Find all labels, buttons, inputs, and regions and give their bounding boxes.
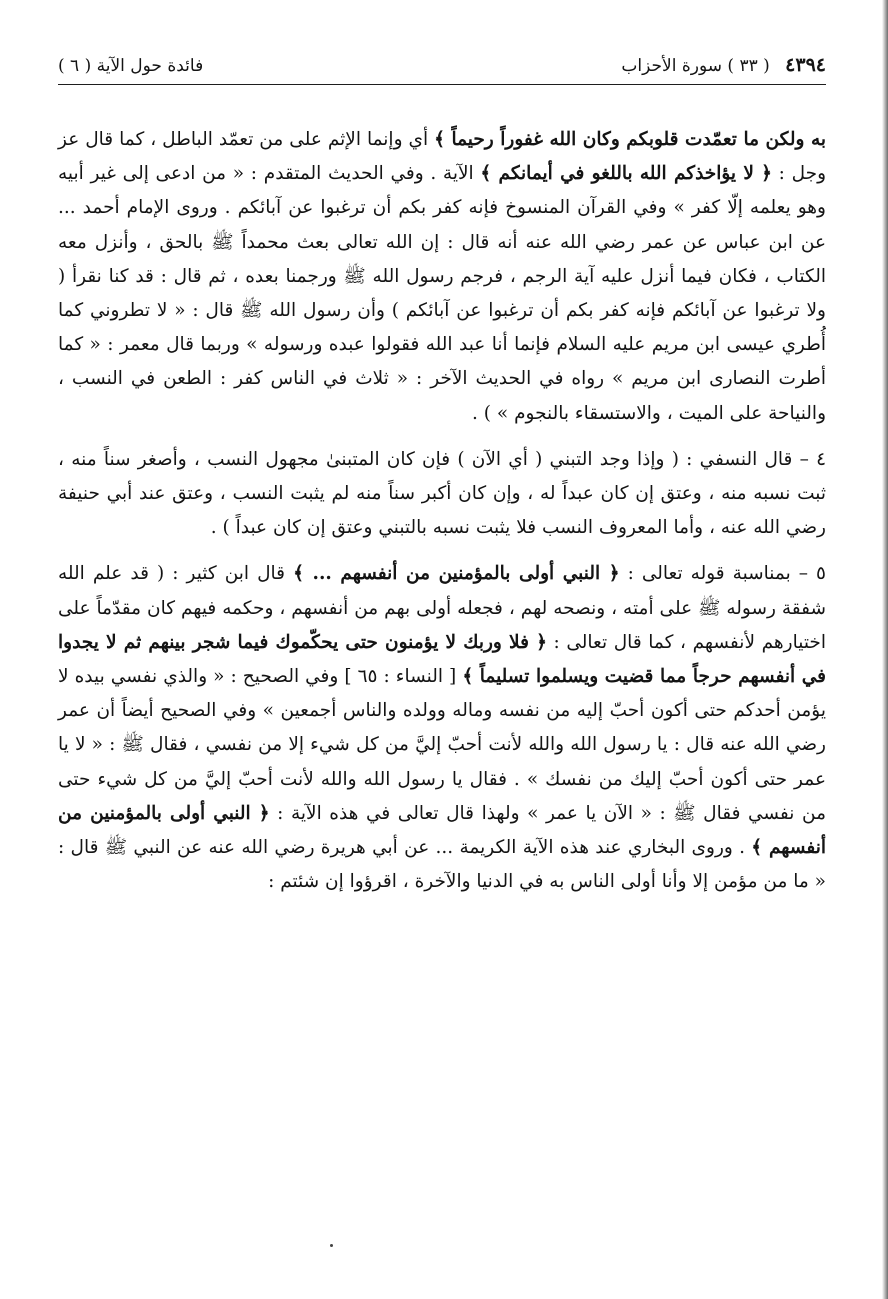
text-run: ٤ – قال النسفي : ( وإذا وجد التبني ( أي الآن ) فإن كان المتبنىٰ مجهول النسب ، وأصغر سناً منه ، ثبت نسبه منه ، وعتق إن كان عبداً له ، وإن كان أكبر سناً منه لم يثبت النسب ، وعتق عند أبي حنيفة رضي الله عنه ، وأما المعروف النسب فلا يثبت نسبه بالتبني وعتق إن كان عبداً ) . xyxy=(58,448,826,539)
section-title: فائدة حول الآية ( ٦ ) xyxy=(58,56,204,76)
paragraph-3 xyxy=(58,557,826,899)
text-run: ٥ – بمناسبة قوله تعالى : xyxy=(619,563,826,585)
print-mark xyxy=(330,1244,333,1247)
surah-title: ( ٣٣ ) سورة الأحزاب xyxy=(621,56,770,76)
quran-verse: ﴿ النبي أولى بالمؤمنين من أنفسهم ... ﴾ xyxy=(293,563,620,585)
quran-verse: به ولكن ما تعمّدت قلوبكم وكان الله غفوراً رحيماً ﴾ xyxy=(434,129,827,150)
book-spine-shadow xyxy=(882,0,888,1299)
header-right xyxy=(621,53,826,78)
quran-verse: ﴿ النبي أولى بالمؤمنين من أنفسهم ﴾ xyxy=(58,802,826,859)
text-run: أي وإنما الإثم على من تعمّد الباطل ، كما قال عز وجل : xyxy=(58,129,826,185)
quran-verse: ﴿ فلا وربك لا يؤمنون حتى يحكّموك فيما شجر بينهم ثم لا يجدوا في أنفسهم حرجاً مما قضيت ويسلموا تسليماً ﴾ xyxy=(58,631,826,688)
body-text xyxy=(58,123,826,899)
text-run: . وروى البخاري عند هذه الآية الكريمة ... عن أبي هريرة رضي الله عنه عن النبي ﷺ قال : « ما من مؤمن إلا وأنا أولى الناس به في الدنيا والآخرة ، اقرؤوا إن شئتم : xyxy=(58,837,826,893)
running-header xyxy=(58,48,826,85)
text-run: [ النساء : ٦٥ ] وفي الصحيح : « والذي نفسي بيده لا يؤمن أحدكم حتى أكون أحبّ إليه من نفسه وماله وولده والناس أجمعين » وفي الصحيح أيضاً أن عمر رضي الله عنه قال : يا رسول الله والله لأنت أحبّ إليَّ من كل شيء إلا من نفسي ، فقال ﷺ : « لا يا عمر حتى أكون أحبّ إليك من نفسك » . فقال يا رسول الله والله لأنت أحبّ إليَّ من كل شيء حتى من نفسي فقال ﷺ : « الآن يا عمر » ولهذا قال تعالى في هذه الآية : xyxy=(58,666,826,824)
text-run: الآية . وفي الحديث المتقدم : « من ادعى إلى غير أبيه وهو يعلمه إلّا كفر » وفي القرآن المنسوخ فإنه كفر بكم أن ترغبوا عن آبائكم . وروى الإمام أحمد ... عن ابن عباس عن عمر رضي الله عنه أنه قال : إن الله تعالى بعث محمداً ﷺ بالحق ، وأنزل معه الكتاب ، فكان فيما أنزل عليه آية الرجم ، فرجم رسول الله ﷺ ورجمنا بعده ، ثم قال : قد كنا نقرأ ( ولا ترغبوا عن آبائكم فإنه كفر بكم أن ترغبوا عن آبائكم ) وأن رسول الله ﷺ قال : « لا تطروني كما أُطري عيسى ابن مريم عليه السلام فإنما أنا عبد الله فقولوا عبده ورسوله » وربما قال معمر : « كما أطرت النصارى ابن مريم » رواه في الحديث الآخر : « ثلاث في الناس كفر : الطعن في النسب ، والنياحة على الميت ، والاستسقاء بالنجوم » ) . xyxy=(58,163,826,424)
text-run: قال ابن كثير : ( قد علم الله شفقة رسوله ﷺ على أمته ، ونصحه لهم ، فجعله أولى بهم من أنفسهم ، وحكمه فيهم كان مقدّماً على اختيارهم لأنفسهم ، كما قال تعالى : xyxy=(58,563,826,653)
page-number: ٤٣٩٤ xyxy=(785,54,826,76)
paragraph-1 xyxy=(58,123,826,431)
paragraph-2 xyxy=(58,443,826,546)
quran-verse: ﴿ لا يؤاخذكم الله باللغو في أيمانكم ﴾ xyxy=(480,163,772,185)
